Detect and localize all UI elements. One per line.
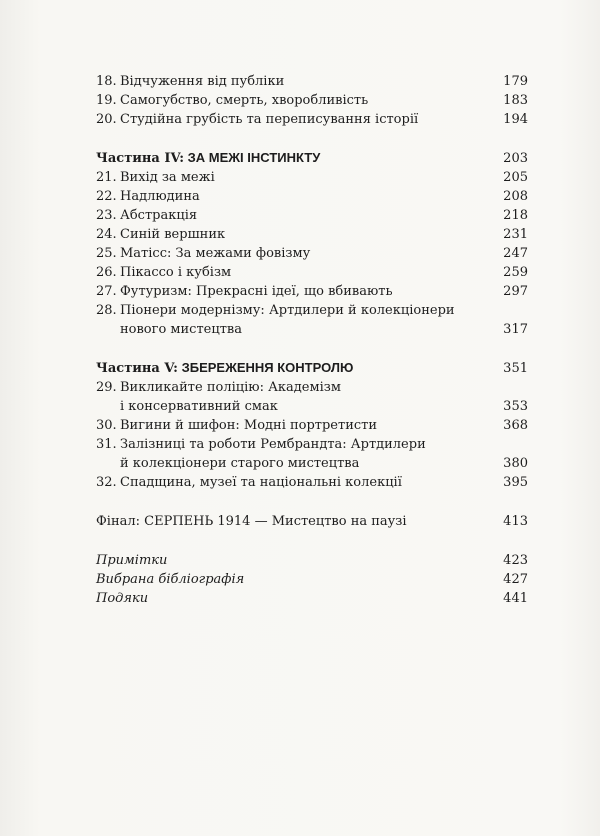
finale-title: Фінал: СЕРПЕНЬ 1914 — Мистецтво на паузі [96,514,407,529]
back-matter-title: Вибрана бібліографія [96,572,245,587]
part-title [96,358,498,378]
entry-page: 194 [503,112,528,127]
entry-title: Відчуження від публіки [120,74,285,89]
entry-title: Самогубство, смерть, хворобливість [120,93,369,108]
entry-title: Матісс: За межами фовізму [120,246,311,261]
part-lead: Частина IV: [96,151,185,166]
entry-page: 247 [503,246,528,261]
spacer [96,339,528,359]
entry-title: Надлюдина [120,189,200,204]
toc-entry-19 [96,91,528,110]
spacer [96,492,528,512]
entry-page: 317 [503,322,528,337]
entry-page: 368 [503,418,528,433]
entry-page: 208 [503,189,528,204]
back-matter-page: 423 [503,553,528,568]
toc-part-4 [96,149,528,168]
entry-title: Піонери модернізму: Артдилери й колекціонери [120,303,455,318]
entry-page: 380 [503,456,528,471]
toc-entry-28-cont [96,320,528,339]
toc-entry-31 [96,435,528,454]
toc-entry-26 [96,263,528,282]
entry-title: Спадщина, музеї та національні колекції [120,475,402,490]
toc-entry-23 [96,206,528,225]
entry-number: 21. [96,170,117,185]
back-matter-title: Примітки [96,553,168,568]
table-of-contents [96,72,528,608]
entry-page: 395 [503,475,528,490]
entry-number: 29. [96,380,117,395]
toc-finale [96,512,528,531]
toc-entry-27 [96,282,528,301]
entry-page: 353 [503,399,528,414]
part-lead: Частина V: [96,361,178,376]
part-name: ЗБЕРЕЖЕННЯ КОНТРОЛЮ [181,360,354,375]
entry-number: 23. [96,208,117,223]
part-page: 351 [503,361,528,376]
entry-number: 31. [96,437,117,452]
toc-entry-21 [96,168,528,187]
entry-title-cont: нового мистецтва [120,322,242,337]
part-name: ЗА МЕЖІ ІНСТИНКТУ [187,150,321,165]
entry-page: 205 [503,170,528,185]
entry-title: Студійна грубість та переписування історії [120,112,419,127]
toc-entry-29-cont [96,397,528,416]
toc-entry-30 [96,416,528,435]
entry-number: 20. [96,112,117,127]
toc-entry-25 [96,244,528,263]
entry-title: Вигини й шифон: Модні портретисти [120,418,377,433]
finale-page: 413 [503,514,528,529]
entry-number: 22. [96,189,117,204]
entry-number: 27. [96,284,117,299]
entry-title-cont: і консервативний смак [120,399,278,414]
toc-entry-32 [96,473,528,492]
spacer [96,531,528,551]
entry-page: 183 [503,93,528,108]
toc-entry-22 [96,187,528,206]
spacer [96,129,528,149]
entry-number: 26. [96,265,117,280]
part-title [96,148,498,168]
toc-entry-24 [96,225,528,244]
entry-number: 30. [96,418,117,433]
entry-title: Синій вершник [120,227,226,242]
entry-title: Викликайте поліцію: Академізм [120,380,341,395]
entry-title: Пікассо і кубізм [120,265,232,280]
toc-bibliography [96,570,528,589]
toc-part-5 [96,359,528,378]
entry-title: Вихід за межі [120,170,215,185]
entry-page: 259 [503,265,528,280]
entry-page: 218 [503,208,528,223]
toc-notes [96,551,528,570]
entry-title: Футуризм: Прекрасні ідеї, що вбивають [120,284,393,299]
entry-number: 19. [96,93,117,108]
back-matter-title: Подяки [96,591,149,606]
entry-number: 25. [96,246,117,261]
back-matter-page: 427 [503,572,528,587]
entry-number: 24. [96,227,117,242]
toc-entry-20 [96,110,528,129]
toc-acknowledgements [96,589,528,608]
toc-entry-31-cont [96,454,528,473]
part-page: 203 [503,151,528,166]
toc-entry-28 [96,301,528,320]
entry-number: 28. [96,303,117,318]
entry-page: 231 [503,227,528,242]
entry-title: Залізниці та роботи Рембрандта: Артдилери [120,437,426,452]
entry-page: 179 [503,74,528,89]
entry-title: Абстракція [120,208,198,223]
entry-number: 18. [96,74,117,89]
back-matter-page: 441 [503,591,528,606]
entry-number: 32. [96,475,117,490]
toc-entry-29 [96,378,528,397]
entry-title-cont: й колекціонери старого мистецтва [120,456,360,471]
toc-entry-18 [96,72,528,91]
entry-page: 297 [503,284,528,299]
